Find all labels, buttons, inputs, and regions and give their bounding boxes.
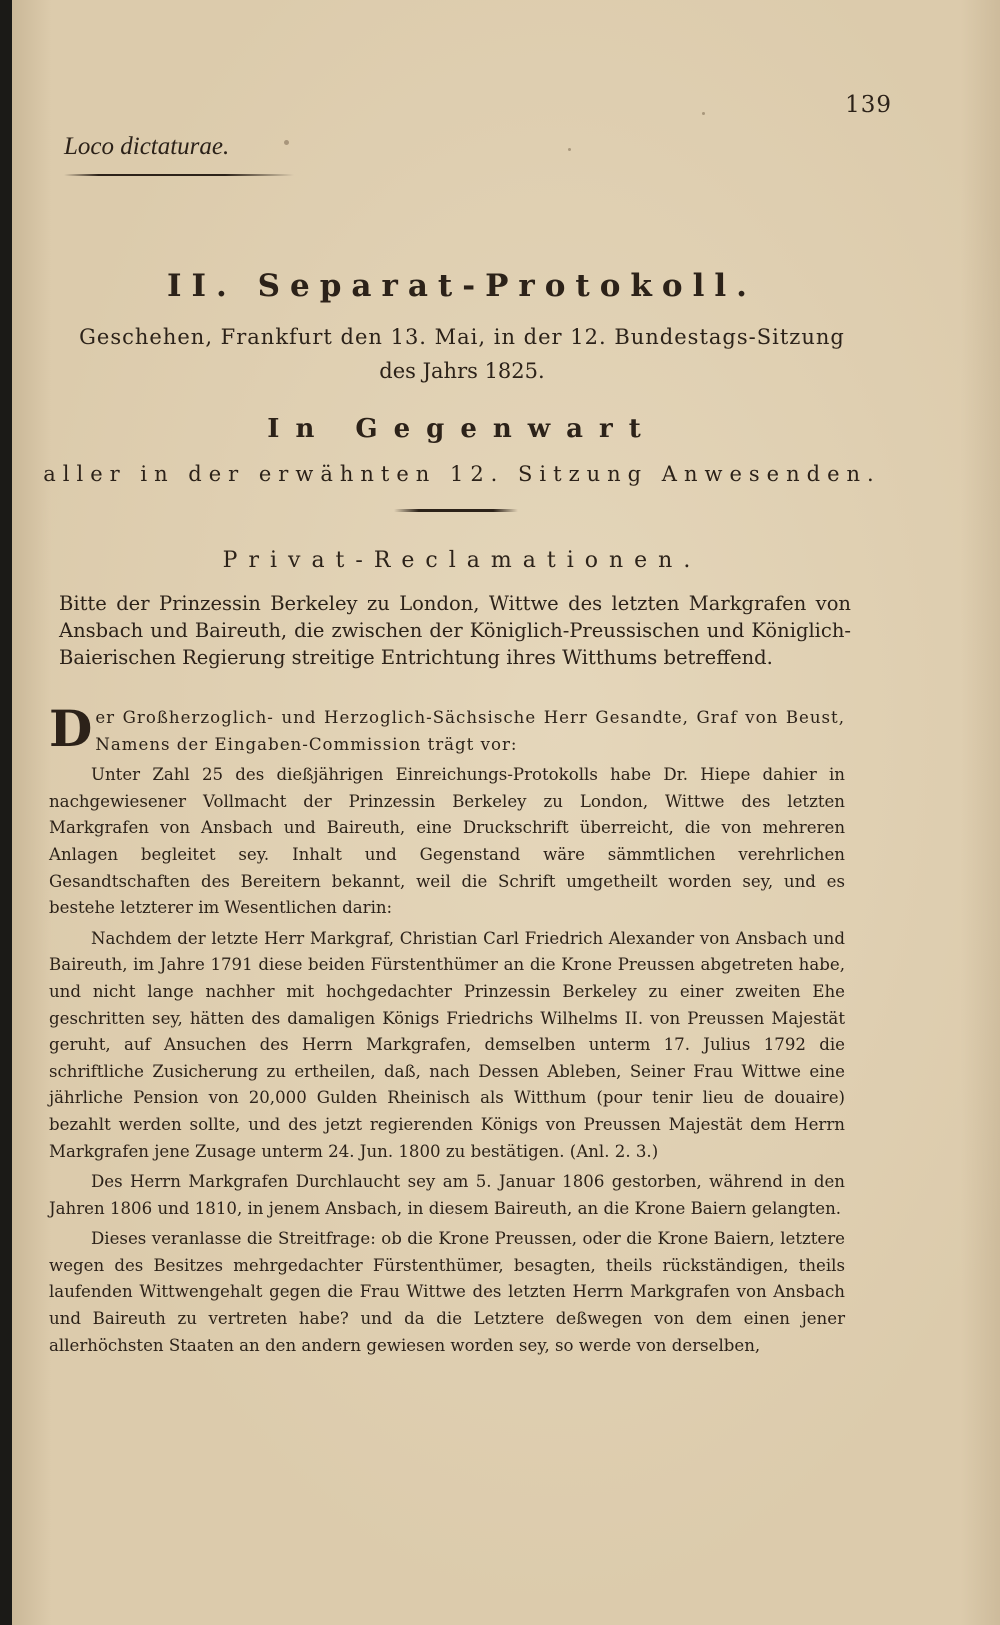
page-number: 139 xyxy=(845,92,892,118)
body-text xyxy=(49,699,845,1363)
gegenwart-heading: In Gegenwart xyxy=(267,414,657,444)
protocol-year-line: des Jahrs 1825. xyxy=(379,359,545,383)
section-divider xyxy=(394,509,518,512)
petition-summary: Bitte der Prinzessin Berkeley zu London, Wittwe des letzten Markgrafen von Ansbach und Baireuth, die zwischen der Königlich-Preussischen und Königlich-Baierischen Regierung streitige Entrichtung ihres Witthums betreffend. xyxy=(59,592,851,669)
protocol-date-line: Geschehen, Frankfurt den 13. Mai, in der 12. Bundestags-Sitzung xyxy=(79,325,845,349)
anwesenden-line: aller in der erwähnten 12. Sitzung Anwesenden. xyxy=(43,462,881,486)
protocol-title: II. Separat-Protokoll. xyxy=(167,268,757,304)
ink-speck xyxy=(702,112,705,115)
paragraph: Des Herrn Markgrafen Durchlaucht sey am 5. Januar 1806 gestorben, während in den Jahren 1806 und 1810, in jenem Ansbach, in diesem Baireuth, an die Krone Baiern gelangten. xyxy=(49,1172,845,1218)
paragraph-opening-text: er Großherzoglich- und Herzoglich-Sächsische Herr Gesandte, Graf von Beust, Namens der Eingaben-Commission trägt vor: xyxy=(95,708,845,754)
loco-dictaturae-label: Loco dictaturae. xyxy=(64,133,230,160)
paragraph: Nachdem der letzte Herr Markgraf, Christian Carl Friedrich Alexander von Ansbach und Baireuth, im Jahre 1791 diese beiden Fürstenthümer an die Krone Preussen abgetreten habe, und nicht lange nachher mit hochgedachter Prinzessin Berkeley zu einer zweiten Ehe geschritten sey, hätten des damaligen Königs Friedrichs Wilhelms II. von Preussen Majestät geruht, auf Ansuchen des Herrn Markgrafen, demselben unterm 17. Julius 1792 die schriftliche Zusicherung zu ertheilen, daß, nach Dessen Ableben, Seiner Frau Wittwe eine jährliche Pension von 20,000 Gulden Rheinisch als Witthum (pour tenir lieu de douaire) bezahlt werden sollte, und des jetzt regierenden Königs von Preussen Majestät dem Herrn Markgrafen jene Zusage unterm 24. Jun. 1800 zu bestätigen. (Anl. 2. 3.) xyxy=(49,928,845,1161)
paragraph: Dieses veranlasse die Streitfrage: ob die Krone Preussen, oder die Krone Baiern, letztere wegen des Besitzes mehrgedachter Fürstenthümer, besagten, theils rückständigen, theils laufenden Wittwengehalt gegen die Frau Wittwe des letzten Herrn Markgrafen von Ansbach und Baireuth zu vertreten habe? und da die Letztere deßwegen von dem einen jener allerhöchsten Staaten an den andern gewiesen worden sey, so werde von derselben, xyxy=(49,1229,845,1355)
paragraph-opening xyxy=(49,699,845,758)
section-heading: Privat-Reclamationen. xyxy=(222,548,702,573)
drop-cap: D xyxy=(49,699,94,758)
paragraph: Unter Zahl 25 des dießjährigen Einreichungs-Protokolls habe Dr. Hiepe dahier in nachgewiesener Vollmacht der Prinzessin Berkeley zu London, Wittwe des letzten Markgrafen von Ansbach und Baireuth, eine Druckschrift überreicht, die von mehreren Anlagen begleitet sey. Inhalt und Gegenstand wäre sämmtlichen verehrlichen Gesandtschaften des Bereitern bekannt, weil die Schrift umgetheilt worden sey, und es bestehe letzterer im Wesentlichen darin: xyxy=(49,765,845,918)
header-rule xyxy=(64,174,294,176)
document-page xyxy=(12,0,1000,1625)
ink-speck xyxy=(284,140,289,145)
ink-speck xyxy=(568,148,571,151)
